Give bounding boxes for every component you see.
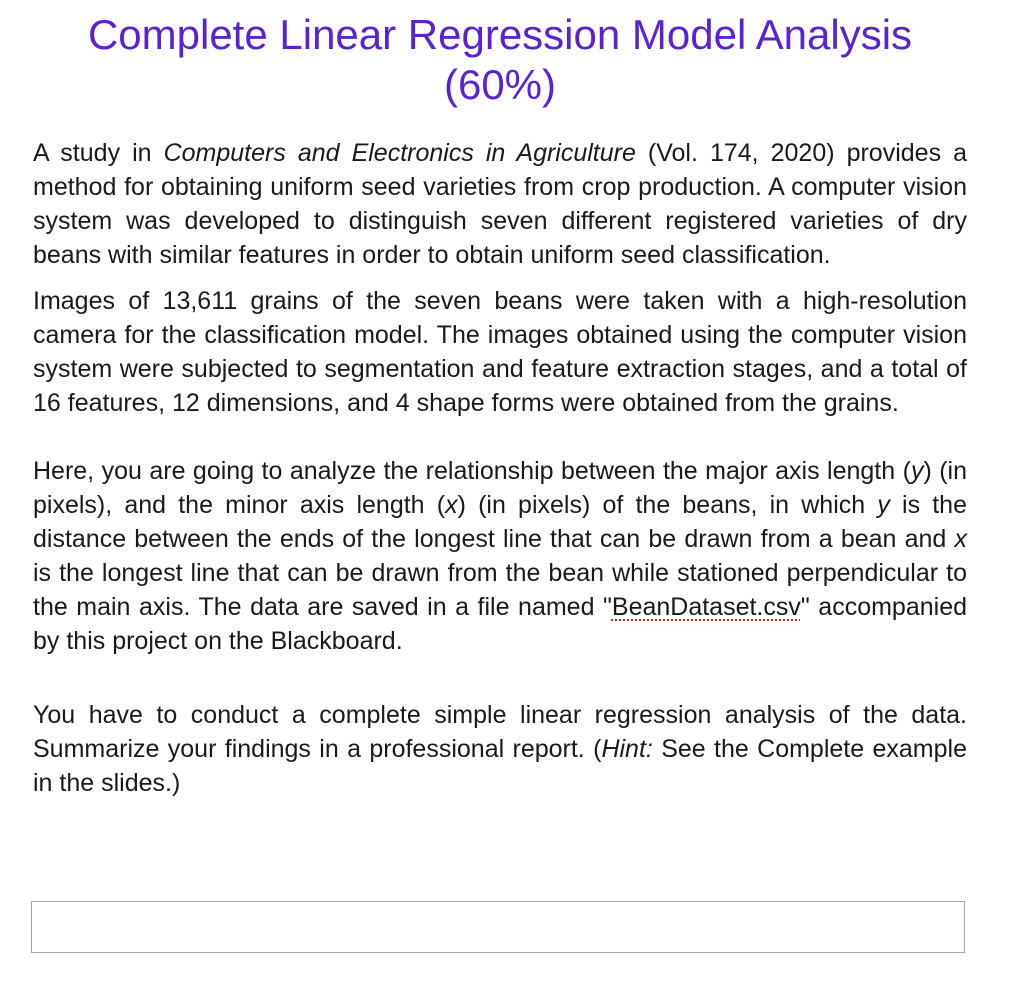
paragraph-images-text: Images of 13,611 grains of the seven beans were taken with a high-resolution camera for the classification model. The images obtained using the computer vision system were subjected to segmentation and feature extraction stages, and a total of 16 features, 12 dimensions, and 4 shape forms were obtained from the grains. — [33, 287, 967, 417]
paragraph-task-text-5: is the longest line that can be drawn from the bean while stationed perpendicular to the main axis. The data are saved in a file named " — [33, 559, 967, 621]
variable-x: x — [445, 491, 458, 519]
paragraph-instructions-text-2: See the Complete example in the slides.) — [33, 735, 967, 797]
paragraph-study-intro: A study in — [33, 139, 164, 167]
variable-x: x — [954, 525, 967, 553]
paragraph-task-text-6: " accompanied by this project on the Blackboard. — [33, 593, 967, 655]
hint-label: Hint: — [601, 735, 653, 763]
paragraph-study — [33, 136, 967, 272]
paragraph-task — [33, 454, 967, 658]
paragraph-instructions — [33, 698, 967, 800]
title-line-1: Complete Linear Regression Model Analysis — [87, 11, 913, 58]
paragraph-instructions-text-1: You have to conduct a complete simple linear regression analysis of the data. Summarize your findings in a professional report. ( — [33, 701, 967, 763]
paragraph-task-text-3: ) (in pixels) of the beans, in which — [457, 491, 878, 519]
question-body — [33, 136, 967, 800]
journal-name: Computers and Electronics in Agriculture — [163, 139, 636, 167]
answer-input[interactable] — [31, 901, 965, 953]
variable-y: y — [877, 491, 890, 519]
page-title — [0, 10, 1000, 110]
paragraph-task-text-1: Here, you are going to analyze the relationship between the major axis length ( — [33, 457, 911, 485]
paragraph-study-rest: (Vol. 174, 2020) provides a method for obtaining uniform seed varieties from crop production. A computer vision system was developed to distinguish seven different registered varieties of dry beans with similar features in order to obtain uniform seed classification. — [33, 139, 967, 269]
paragraph-task-text-4: is the distance between the ends of the longest line that can be drawn from a bean and — [33, 491, 967, 553]
paragraph-images — [33, 284, 967, 420]
paragraph-task-text-2: ) (in pixels), and the minor axis length ( — [33, 457, 967, 519]
variable-y: y — [910, 457, 924, 485]
dataset-filename: BeanDataset.csv — [611, 593, 801, 621]
title-line-2: (60%) — [443, 61, 557, 108]
